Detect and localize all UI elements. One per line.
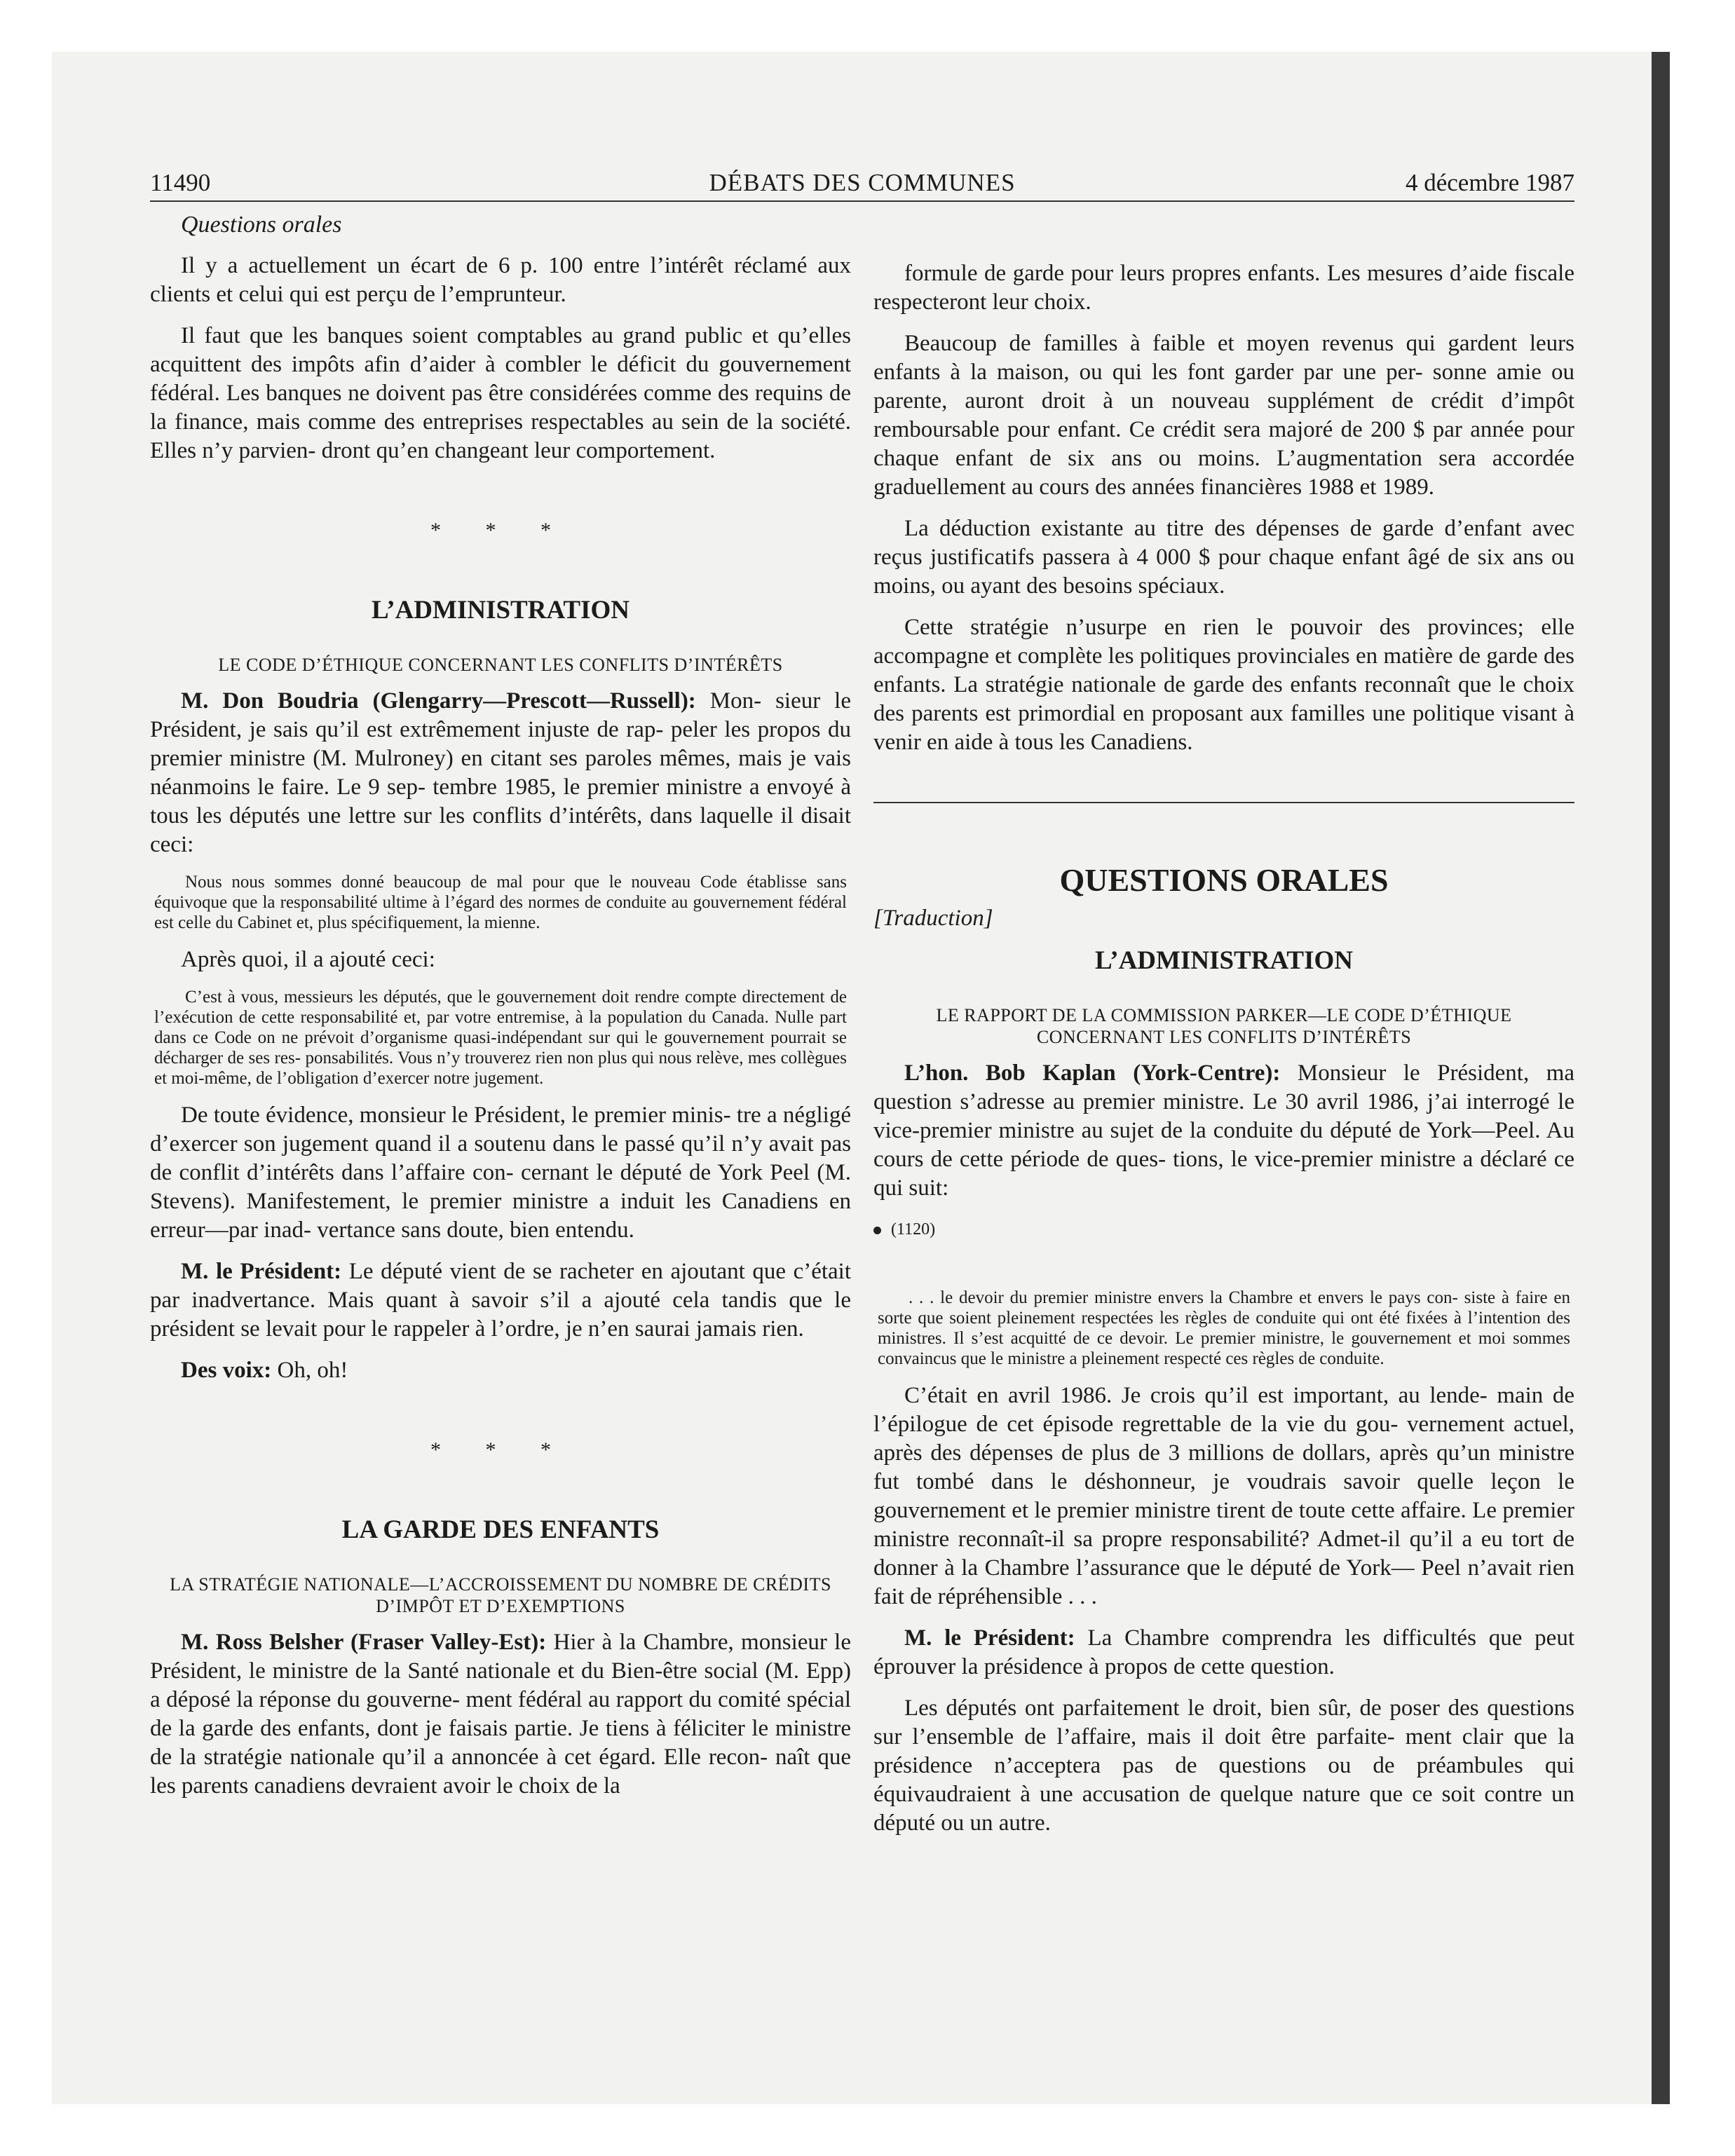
section-subheading: LE RAPPORT DE LA COMMISSION PARKER—LE CODE D’ÉTHIQUE CONCERNANT LES CONFLITS D’INTÉRÊTS xyxy=(936,1005,1512,1047)
speech-text: Mon- sieur le Président, je sais qu’il est extrêmement injuste de rap- peler les propos du premier ministre (M. Mulroney) en citant ses paroles mêmes, mais je vais néanmoins le faire. Le 9 sep- tembre 1985, le premier ministre a envoyé à tous les députés une lettre sur les conflits d’intérêts, dans laquelle il disait ceci: xyxy=(150,688,851,857)
time-marker xyxy=(873,1215,1574,1244)
time-marker-text: (1120) xyxy=(891,1220,936,1239)
speech-paragraph xyxy=(150,687,851,859)
section-heading: L’ADMINISTRATION xyxy=(1094,946,1353,975)
paragraph: De toute évidence, monsieur le Président, le premier minis- tre a négligé d’exercer son jugement quand il a soutenu dans le passé qu’il n’y avait pas de conflit d’intérêts dans l’affaire con- cernant le député de York Peel (M. Stevens). Manifestement, le premier ministre a induit les Canadiens en erreur—par inad- vertance sans doute, bien entendu. xyxy=(150,1103,851,1243)
speaker-name: M. le Président: xyxy=(181,1259,342,1284)
main-heading: QUESTIONS ORALES xyxy=(1059,862,1389,898)
speech-text: Oh, oh! xyxy=(277,1358,348,1383)
paragraph: C’était en avril 1986. Je crois qu’il est important, au lende- main de l’épilogue de cet épisode regrettable de la vie du gou- vernement actuel, après des dépenses de plus de 3 millions de dollars, après qu’un ministre fut tombé dans le déshonneur, je voudrais savoir quelle leçon le gouvernement et le premier ministre tirent de toute cette affaire. Le premier ministre reconnaît-il sa propre responsabilité? Admet-il qu’il a eu tort de donner à la Chambre l’assurance que le député de York— Peel n’avait rien fait de répréhensible . . . xyxy=(873,1383,1574,1609)
section-rule xyxy=(873,802,1574,803)
speaker-name: M. Ross Belsher (Fraser Valley-Est): xyxy=(181,1630,547,1655)
paragraph: Cette stratégie n’usurpe en rien le pouvoir des provinces; elle accompagne et complète les politiques provinciales en matière de garde des enfants. La stratégie nationale de garde des enfants reconnaît que le choix des parents est primordial en proposant aux familles une politique visant à venir en aide à tous les Canadiens. xyxy=(873,615,1574,755)
section-subheading: LA STRATÉGIE NATIONALE—L’ACCROISSEMENT DU NOMBRE DE CRÉDITS D’IMPÔT ET D’EXEMPTIONS xyxy=(170,1574,831,1616)
speech-paragraph xyxy=(150,1628,851,1801)
bullet-icon xyxy=(873,1227,881,1234)
speaker-name: M. Don Boudria (Glengarry—Prescott—Russell): xyxy=(181,688,696,714)
section-separator: * * * xyxy=(430,1438,571,1461)
paragraph: Les députés ont parfaitement le droit, bien sûr, de poser des questions sur l’ensemble de l’affaire, mais il doit être parfaite- ment clair que la présidence n’acceptera pas de questions ou de préambules qui équivaudraient à une accusation de quelque nature que ce soit contre un député ou un autre. xyxy=(873,1696,1574,1836)
page-number: 11490 xyxy=(150,169,211,196)
scan-border xyxy=(1652,52,1670,2104)
speech-paragraph xyxy=(150,1356,851,1385)
translation-note: [Traduction] xyxy=(873,906,993,931)
block-quote: . . . le devoir du premier ministre envers la Chambre et envers le pays con- siste à faire en sorte que soient pleinement respectées les règles de conduite qui ont été fixées à l’intention des ministres. Il s’est acquitté de ce devoir. Le premier ministre, le gouvernement et moi sommes convaincus que le ministre a pleinement respecté ces règles de conduite. xyxy=(878,1288,1570,1368)
speech-paragraph xyxy=(150,1257,851,1344)
speaker-name: L’hon. Bob Kaplan (York-Centre): xyxy=(904,1060,1281,1086)
speaker-name: M. le Président: xyxy=(904,1625,1075,1651)
right-column xyxy=(873,210,1574,1850)
speech-paragraph xyxy=(873,1059,1574,1203)
paragraph: Beaucoup de familles à faible et moyen revenus qui gardent leurs enfants à la maison, ou qui les font garder par une per- sonne amie ou parente, auront droit à un nouveau supplément de crédit d’impôt remboursable pour enfant. Ce crédit sera majoré de 200 $ par année pour chaque enfant de six ans ou moins. L’augmentation sera accordée graduellement au cours des années financières 1988 et 1989. xyxy=(873,331,1574,500)
speech-text: La Chambre comprendra les difficultés que peut éprouver la présidence à propos de cette question. xyxy=(873,1625,1574,1679)
section-heading: LA GARDE DES ENFANTS xyxy=(341,1515,660,1544)
section-heading: L’ADMINISTRATION xyxy=(371,596,630,625)
paragraph: La déduction existante au titre des dépenses de garde d’enfant avec reçus justificatifs passera à 4 000 $ pour chaque enfant âgé de six ans ou moins, ou ayant des besoins spéciaux. xyxy=(873,516,1574,599)
page-date: 4 décembre 1987 xyxy=(1405,169,1574,196)
section-separator: * * * xyxy=(430,519,571,542)
paragraph: Il y a actuellement un écart de 6 p. 100 entre l’intérêt réclamé aux clients et celui qui est perçu de l’emprunteur. xyxy=(150,253,851,307)
page-header xyxy=(150,165,1574,202)
running-head: Questions orales xyxy=(181,212,342,238)
speaker-name: Des voix: xyxy=(181,1358,272,1383)
block-quote: C’est à vous, messieurs les députés, que le gouvernement doit rendre compte directement de l’exécution de cette responsabilité et, par votre entremise, à la population du Canada. Nulle part dans ce Code on ne prévoit d’organisme quasi-indépendant sur qui le gouvernement pourrait se décharger de ses res- ponsabilités. Vous n’y trouverez rien non plus qui nous relève, mes collègues et moi-même, de l’obligation d’exercer notre jugement. xyxy=(154,988,847,1088)
speech-paragraph xyxy=(873,1624,1574,1681)
paragraph: formule de garde pour leurs propres enfants. Les mesures d’aide fiscale respecteront leur choix. xyxy=(873,261,1574,315)
section-subheading: LE CODE D’ÉTHIQUE CONCERNANT LES CONFLITS D’INTÉRÊTS xyxy=(218,655,783,675)
paragraph: Après quoi, il a ajouté ceci: xyxy=(181,947,435,972)
left-column xyxy=(150,210,851,1813)
speech-text: Monsieur le Président, ma question s’adresse au premier ministre. Le 30 avril 1986, j’ai interrogé le vice-premier ministre au sujet de la conduite du député de York—Peel. Au cours de cette période de ques- tions, le vice-premier ministre a déclaré ce qui suit: xyxy=(873,1060,1575,1201)
speech-text: Le député vient de se racheter en ajoutant que c’était par inadvertance. Mais quant à savoir s’il a ajouté cela tandis que le président se levait pour le rappeler à l’ordre, je n’en saurai jamais rien. xyxy=(150,1259,852,1342)
publication-title: DÉBATS DES COMMUNES xyxy=(709,169,1016,196)
speech-text: Hier à la Chambre, monsieur le Président, le ministre de la Santé nationale et du Bien-être social (M. Epp) a déposé la réponse du gouverne- ment fédéral au rapport du comité spécial de la garde des enfants, dont je faisais partie. Je tiens à féliciter le ministre de la stratégie nationale qu’il a annoncée à cet égard. Elle recon- naît que les parents canadiens devraient avoir le choix de la xyxy=(150,1630,851,1799)
block-quote: Nous nous sommes donné beaucoup de mal pour que le nouveau Code établisse sans équivoque que la responsabilité ultime à l’égard des normes de conduite au gouvernement fédéral est celle du Cabinet et, plus spécifiquement, la mienne. xyxy=(154,873,847,932)
paragraph: Il faut que les banques soient comptables au grand public et qu’elles acquittent des impôts afin d’aider à combler le déficit du gouvernement fédéral. Les banques ne doivent pas être considérées comme des requins de la finance, mais comme des entreprises respectables au sein de la société. Elles n’y parvien- dront qu’en changeant leur comportement. xyxy=(150,323,851,463)
